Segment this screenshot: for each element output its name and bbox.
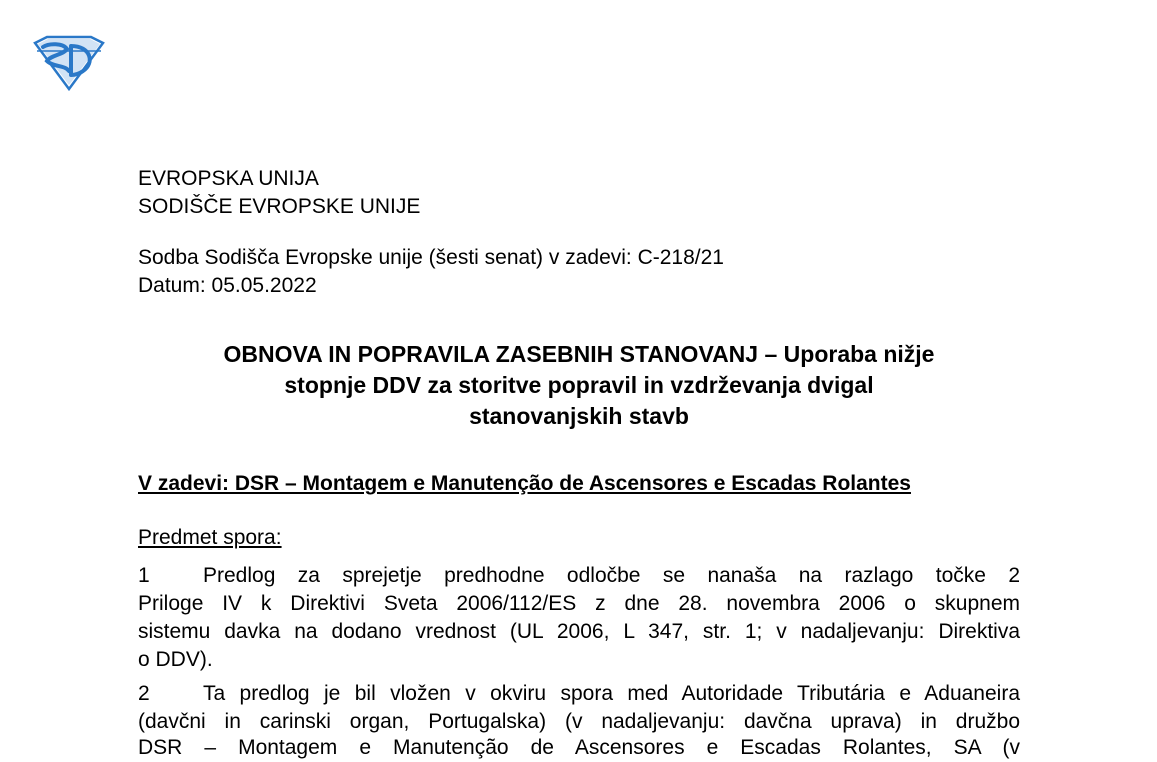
paragraph-1 [138, 562, 1020, 674]
paragraph-line: 2 Ta predlog je bil vložen v okviru spora med Autoridade Tributária e Aduaneira [138, 680, 1020, 708]
judgment-reference: Sodba Sodišča Evropske unije (šesti senat) v zadevi: C-218/21 [138, 246, 724, 269]
header-court: SODIŠČE EVROPSKE UNIJE [138, 195, 421, 218]
header-union: EVROPSKA UNIJA [138, 167, 319, 190]
document-title [138, 339, 1020, 432]
paragraph-line: 1 Predlog za sprejetje predhodne odločbe se nanaša na razlago točke 2 [138, 562, 1020, 590]
paragraph-number: 2 [138, 682, 150, 705]
paragraph-line: sistemu davka na dodano vrednost (UL 2006, L 347, str. 1; v nadaljevanju: Direktiva [138, 620, 1020, 643]
judgment-date: Datum: 05.05.2022 [138, 274, 317, 297]
case-heading: V zadevi: DSR – Montagem e Manutenção de Ascensores e Escadas Rolantes [138, 472, 911, 495]
paragraph-2 [138, 680, 1020, 736]
subject-heading: Predmet spora: [138, 526, 282, 549]
title-line-1: OBNOVA IN POPRAVILA ZASEBNIH STANOVANJ – Uporaba nižje [223, 341, 935, 367]
paragraph-2-cut-line [138, 736, 1020, 759]
title-line-2: stopnje DDV za storitve popravil in vzdrževanja dvigal [284, 372, 874, 398]
title-line-3: stanovanjskih stavb [469, 403, 689, 429]
court-logo-icon [33, 37, 105, 91]
paragraph-number: 1 [138, 564, 150, 587]
paragraph-line: (davčni in carinski organ, Portugalska) (v nadaljevanju: davčna uprava) in družbo [138, 710, 1020, 733]
paragraph-line: o DDV). [138, 648, 213, 671]
paragraph-line: DSR – Montagem e Manutenção de Ascensores e Escadas Rolantes, SA (v [138, 736, 1020, 759]
paragraph-line: Priloge IV k Direktivi Sveta 2006/112/ES z dne 28. novembra 2006 o skupnem [138, 592, 1020, 615]
